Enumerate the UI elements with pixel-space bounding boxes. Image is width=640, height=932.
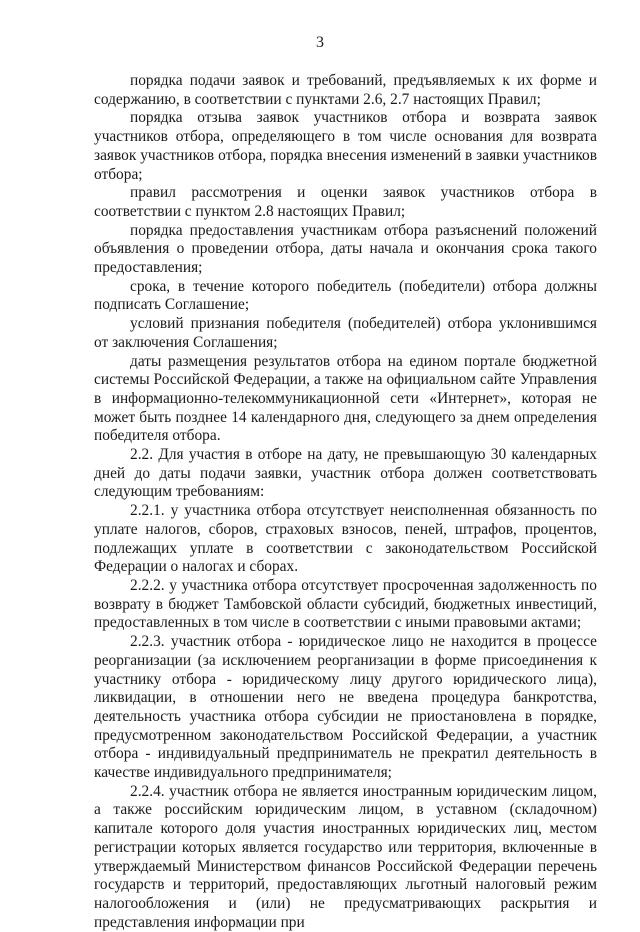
paragraph-application-submission-order: порядка подачи заявок и требований, предъявляемых к их форме и содержанию, в соответствии с пунктами 2.6, 2.7 настоящих Правил;: [94, 72, 597, 108]
paragraph-agreement-deadline: срока, в течение которого победитель (победители) отбора должны подписать Соглашение;: [94, 277, 597, 314]
paragraph-section-2-2: 2.2. Для участия в отборе на дату, не превышающую 30 календарных дней до даты подачи заявки, участник отбора должен соответствовать следующим требованиям:: [94, 446, 597, 501]
paragraph-section-2-2-1: 2.2.1. у участника отбора отсутствует неисполненная обязанность по уплате налогов, сборов, страховых взносов, пеней, штрафов, процентов, подлежащих уплате в соответствии с законодательством Российской Федерации о налогах и сборах.: [94, 502, 597, 576]
paragraph-section-2-2-4: 2.2.4. участник отбора не является иностранным юридическим лицом, а также российским юридическим лицом, в уставном (складочном) капитале которого доля участия иностранных юридических лиц, местом регистрации которых является государство или территория, включенные в утверждаемый Министерством финансов Российской Федерации перечень государств и территорий, предоставляющих льготный налоговый режим налогообложения и (или) не предусматривающих раскрытия и представления информации при: [94, 782, 597, 931]
paragraph-clarification-order: порядка предоставления участникам отбора разъяснений положений объявления о проведении отбора, даты начала и окончания срока такого предоставления;: [94, 221, 597, 277]
paragraph-results-publication-date: даты размещения результатов отбора на едином портале бюджетной системы Российской Федерации, а также на официальном сайте Управления в информационно-телекоммуникационной сети «Интернет», которая не может быть позднее 14 календарного дня, следующего за днем определения победителя отбора.: [94, 352, 597, 445]
paragraph-section-2-2-3: 2.2.3. участник отбора - юридическое лицо не находится в процессе реорганизации (за исключением реорганизации в форме присоединения к участнику отбора - юридическому лицу другого юридического лица), ликвидации, в отношении него не введена процедура банкротства, деятельность участника отбора субсидии не приостановлена в порядке, предусмотренном законодательством Российской Федерации, а участник отбора - индивидуальный предприниматель не прекратил деятельность в качестве индивидуального предпринимателя;: [94, 633, 597, 782]
paragraph-section-2-2-2: 2.2.2. у участника отбора отсутствует просроченная задолженность по возврату в бюджет Тамбовской области субсидий, бюджетных инвестиций, предоставленных в том числе в соответствии с иными правовыми актами;: [94, 576, 597, 632]
page-number: 3: [316, 34, 324, 51]
document-body: [94, 72, 597, 932]
paragraph-application-withdrawal-order: порядка отзыва заявок участников отбора и возврата заявок участников отбора, определяющего в том числе основания для возврата заявок участников отбора, порядка внесения изменений в заявки участников отбора;: [94, 109, 597, 183]
paragraph-review-rules: правил рассмотрения и оценки заявок участников отбора в соответствии с пунктом 2.8 настоящих Правил;: [94, 184, 597, 220]
paragraph-evasion-conditions: условий признания победителя (победителей) отбора уклонившимся от заключения Соглашения;: [94, 315, 597, 351]
